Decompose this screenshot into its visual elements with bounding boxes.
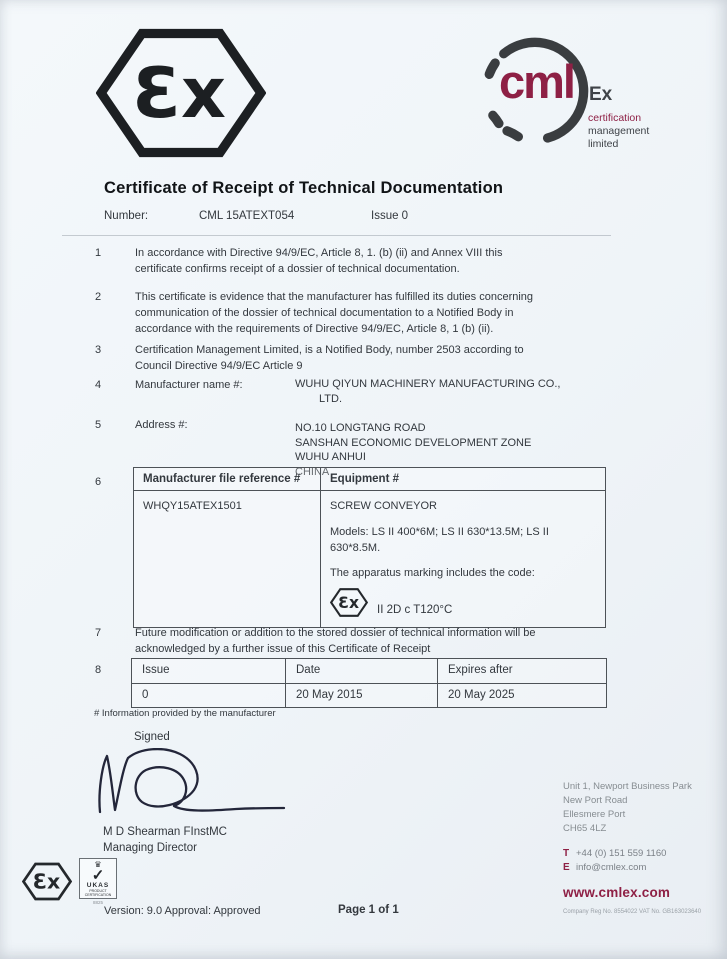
cml-ex-suffix: Ex — [589, 84, 613, 105]
page-indicator: Page 1 of 1 — [338, 904, 399, 916]
ukas-box — [79, 858, 117, 899]
crown-icon: ♛ — [94, 860, 102, 869]
list-item-3 — [95, 342, 615, 374]
column-header: Expires after — [438, 659, 606, 684]
ukas-mark — [79, 858, 117, 905]
manufacturer-value: WUHU QIYUN MACHINERY MANUFACTURING CO., LTD. — [295, 378, 561, 405]
cml-wordmark: cml — [499, 55, 574, 108]
list-item-1 — [95, 245, 615, 277]
phone-number: +44 (0) 151 559 1160 — [576, 848, 667, 859]
equipment-models: Models: LS II 400*6M; LS II 630*13.5M; LS II 630*8.5M. — [330, 526, 549, 554]
website-url: www.cmlex.com — [563, 885, 671, 900]
tagline-line: limited — [588, 138, 619, 150]
signatory-name: M D Shearman FInstMC — [103, 826, 227, 838]
email-address: info@cmlex.com — [576, 862, 647, 873]
item-number: 6 — [95, 476, 102, 488]
item-text: In accordance with Directive 94/9/EC, Article 8, 1. (b) (ii) and Annex VIII this certificate confirms receipt of a dossier of technical documentation. — [135, 247, 503, 275]
svg-text:Ɛx — [133, 53, 226, 134]
date-cell: 20 May 2015 — [286, 684, 438, 707]
version-status: Version: 9.0 Approval: Approved — [104, 905, 261, 917]
company-address: Unit 1, Newport Business Park New Port Road Ellesmere Port CH65 4LZ — [563, 781, 692, 834]
manufacturer-label: Manufacturer name #: — [135, 379, 243, 391]
item-text: Future modification or addition to the stored dossier of technical information will be acknowledged by a further issue of this Certificate of Receipt — [135, 627, 536, 655]
divider — [62, 235, 611, 236]
ukas-subtitle: PRODUCT CERTIFICATION — [84, 889, 112, 897]
equipment-cell — [321, 491, 605, 627]
ukas-name: UKAS — [86, 882, 110, 889]
marking-code: II 2D c T120°C — [377, 604, 453, 616]
email-label: E — [563, 862, 570, 873]
email-line — [563, 861, 727, 875]
number-label: Number: — [104, 210, 149, 222]
item-number: 1 — [95, 247, 102, 259]
item-number: 3 — [95, 344, 102, 356]
ex-hexagon-icon — [330, 588, 368, 617]
column-header: Issue — [132, 659, 286, 684]
svg-text:Ɛx — [338, 594, 359, 612]
ex-hexagon-logo — [96, 28, 266, 158]
company-registration: Company Reg No. 8554022 VAT No. GB163023640 — [563, 909, 702, 915]
issue-value: Issue 0 — [371, 210, 409, 222]
ex-hexagon-footer-icon — [22, 862, 72, 901]
item-number: 4 — [95, 379, 102, 391]
svg-text:Ɛx — [33, 870, 61, 894]
expires-cell: 20 May 2025 — [448, 689, 515, 701]
list-item-2 — [95, 289, 615, 337]
marking-intro: The apparatus marking includes the code: — [330, 567, 535, 579]
number-value: CML 15ATEXT054 — [199, 210, 295, 222]
signatory-title: Managing Director — [103, 842, 197, 854]
column-header: Date — [286, 659, 438, 684]
item-text: Certification Management Limited, is a Notified Body, number 2503 according to Council Directive 94/9/EC Article 9 — [135, 344, 524, 372]
issue-cell: 0 — [132, 684, 286, 707]
column-header: Equipment # — [321, 468, 605, 491]
address-label: Address #: — [135, 419, 188, 431]
address-value: NO.10 LONGTANG ROAD SANSHAN ECONOMIC DEVELOPMENT ZONE WUHU ANHUI CHINA — [295, 422, 532, 478]
issue-table — [131, 658, 607, 708]
check-icon: ✓ — [91, 867, 105, 884]
item-number: 5 — [95, 419, 102, 431]
manufacturer-note: # Information provided by the manufacturer — [94, 708, 276, 719]
list-item-7 — [95, 625, 615, 657]
cml-tagline — [588, 112, 649, 151]
ex-glyph: Ɛx — [338, 593, 360, 612]
ukas-number: 8825 — [92, 900, 103, 905]
item-number: 2 — [95, 291, 102, 303]
tagline-line: certification — [588, 112, 642, 124]
contact-block — [563, 780, 727, 915]
ex-glyph: Ɛx — [32, 869, 61, 894]
page-title: Certificate of Receipt of Technical Documentation — [104, 179, 504, 197]
phone-line — [563, 847, 727, 861]
signature-scribble — [88, 748, 316, 826]
list-item-4-manufacturer — [95, 377, 615, 406]
marking-row — [330, 588, 596, 617]
file-reference-table — [133, 467, 606, 628]
phone-label: T — [563, 848, 570, 859]
tagline-line: management — [588, 125, 650, 137]
signed-label: Signed — [134, 731, 170, 743]
item-text: This certificate is evidence that the manufacturer has fulfilled its duties concerning communication of the dossier of technical documentation to a Notified Body in accordance with the requirements of Directive 94/9/EC, Article 8, 1 (b) (ii). — [135, 291, 534, 335]
cml-logo — [476, 32, 686, 150]
equipment-name: SCREW CONVEYOR — [330, 500, 437, 512]
file-reference-cell: WHQY15ATEX1501 — [134, 491, 321, 627]
ex-glyph: Ɛx — [132, 52, 227, 134]
column-header: Manufacturer file reference # — [134, 468, 321, 491]
item-number: 7 — [95, 627, 102, 639]
item-number: 8 — [95, 664, 102, 676]
